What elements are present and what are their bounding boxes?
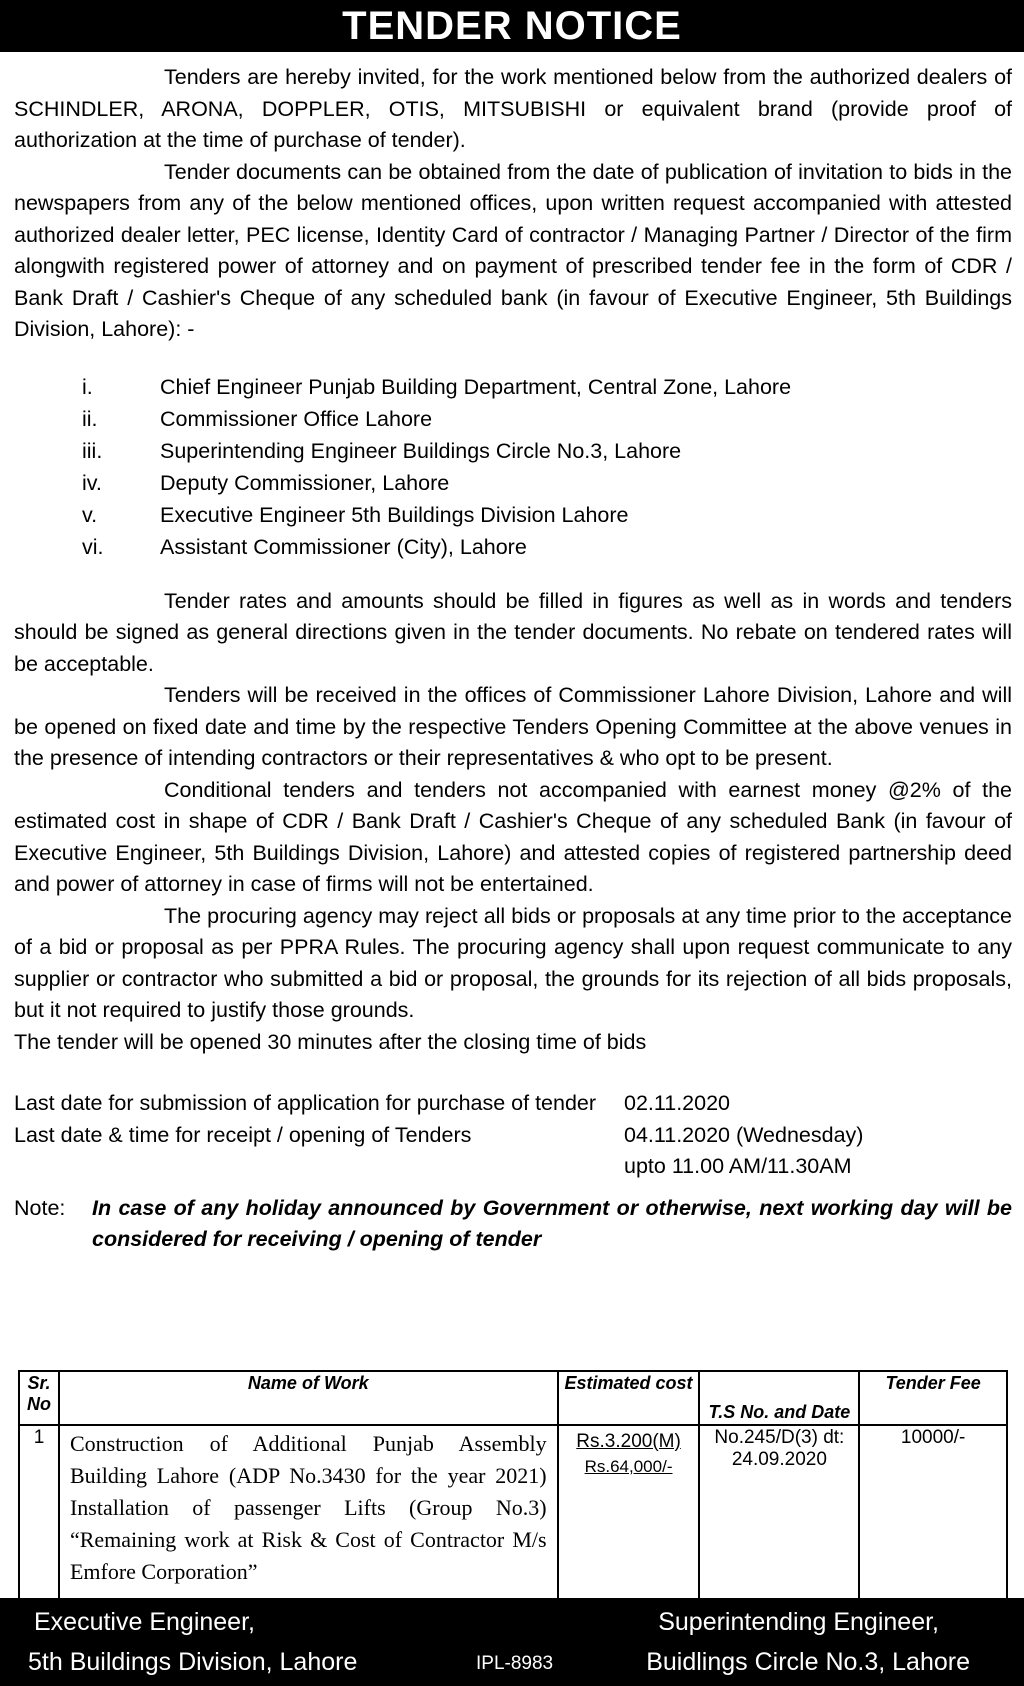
right-signatory-title: Superintending Engineer,: [658, 1608, 939, 1636]
opening-date-label: Last date & time for receipt / opening of Tenders: [14, 1122, 472, 1147]
submission-date-label: Last date for submission of application for purchase of tender: [14, 1091, 597, 1115]
cell-ts-no-date: [699, 1425, 859, 1621]
list-item-text: Executive Engineer 5th Buildings Division Lahore: [160, 502, 629, 527]
list-item-text: Assistant Commissioner (City), Lahore: [160, 534, 527, 559]
ts-date: 24.09.2020: [731, 1449, 827, 1470]
ts-no: No.245/D(3) dt:: [714, 1427, 845, 1448]
list-item-number: i.: [82, 374, 93, 399]
cell-tender-fee: 10000/-: [859, 1425, 1007, 1621]
notice-body: [14, 62, 1012, 1256]
list-item-text: Deputy Commissioner, Lahore: [160, 470, 450, 495]
header-sr-no: Sr. No: [19, 1371, 59, 1425]
header-tender-fee: Tender Fee: [859, 1371, 1007, 1425]
header-name-of-work: Name of Work: [59, 1371, 558, 1425]
note-label: Note:: [14, 1195, 66, 1220]
conditional-paragraph: Conditional tenders and tenders not accompanied with earnest money @2% of the estimated cost in shape of CDR / Bank Draft / Cashier's Cheque of any scheduled Bank (in favour of Executive Engineer, 5th Buildings Division, Lahore) and attested copies of registered partnership deed and power of attorney in case of firms will not be entertained.: [14, 777, 1012, 896]
notice-title: TENDER NOTICE: [0, 0, 1024, 52]
cell-name-of-work: Construction of Additional Punjab Assembly Building Lahore (ADP No.3430 for the year 2021) Installation of passenger Lifts (Group No.3) “Remaining work at Risk & Cost of Contractor M/s Emfore Corporation”: [59, 1425, 558, 1621]
dates-section: [14, 1088, 1012, 1183]
list-item-number: ii.: [82, 406, 98, 431]
work-table: [18, 1370, 1008, 1622]
footer: [0, 1598, 1024, 1686]
note-text: In case of any holiday announced by Government or otherwise, next working day will be considered for receiving / opening of tender: [92, 1195, 1012, 1251]
list-item: [14, 468, 1012, 500]
opening-date-row: [14, 1120, 1012, 1152]
list-item-number: iii.: [82, 438, 103, 463]
list-item: [14, 532, 1012, 564]
table-row: [19, 1425, 1007, 1621]
list-item-number: iv.: [82, 470, 102, 495]
list-item-text: Superintending Engineer Buildings Circle No.3, Lahore: [160, 438, 682, 463]
list-item: [14, 436, 1012, 468]
earnest-money-value: Rs.64,000/-: [584, 1457, 673, 1476]
submission-date-row: [14, 1088, 1012, 1120]
list-item-number: vi.: [82, 534, 104, 559]
rates-paragraph: Tender rates and amounts should be filled in figures as well as in words and tenders should be signed as general directions given in the tender documents. No rebate on tendered rates will be acceptable.: [14, 588, 1012, 676]
opening-line: The tender will be opened 30 minutes after the closing time of bids: [14, 1029, 647, 1054]
list-item-number: v.: [82, 502, 98, 527]
opening-date-value: 04.11.2020 (Wednesday): [624, 1122, 864, 1147]
left-signatory-office: 5th Buildings Division, Lahore: [28, 1648, 358, 1676]
estimated-cost-value: Rs.3.200(M): [576, 1431, 681, 1452]
list-item-text: Chief Engineer Punjab Building Department, Central Zone, Lahore: [160, 374, 792, 399]
left-signatory-title: Executive Engineer,: [34, 1608, 255, 1636]
documents-paragraph: Tender documents can be obtained from the date of publication of invitation to bids in the newspapers from any of the below mentioned offices, upon written request accompanied with attested authorized dealer letter, PEC license, Identity Card of contractor / Managing Partner / Director of the firm alongwith registered power of attorney and on payment of prescribed tender fee in the form of CDR / Bank Draft / Cashier's Cheque of any scheduled bank (in favour of Executive Engineer, 5th Buildings Division, Lahore): -: [14, 159, 1012, 341]
list-item: [14, 404, 1012, 436]
cell-sr-no: 1: [19, 1425, 59, 1621]
note: [14, 1193, 1012, 1256]
offices-list: [14, 372, 1012, 564]
list-item: [14, 372, 1012, 404]
list-item: [14, 500, 1012, 532]
table-header-row: [19, 1371, 1007, 1425]
opening-time-row: [14, 1151, 1012, 1183]
opening-time-value: upto 11.00 AM/11.30AM: [624, 1154, 852, 1178]
header-estimated-cost: Estimated cost: [558, 1371, 700, 1425]
footer-left-signatory: [28, 1602, 358, 1682]
right-signatory-office: Buidlings Circle No.3, Lahore: [646, 1648, 970, 1676]
receipt-paragraph: Tenders will be received in the offices of Commissioner Lahore Division, Lahore and will be opened on fixed date and time by the respective Tenders Opening Committee at the above venues in the presence of intending contractors or their representatives & who opt to be present.: [14, 683, 1012, 770]
submission-date-value: 02.11.2020: [624, 1091, 731, 1115]
ad-code: IPL-8983: [476, 1653, 554, 1674]
invitation-paragraph: Tenders are hereby invited, for the work mentioned below from the authorized dealers of SCHINDLER, ARONA, DOPPLER, OTIS, MITSUBISHI or equivalent brand (provide proof of authorization at the time of purchase of tender).: [14, 65, 1012, 152]
ppra-paragraph: The procuring agency may reject all bids or proposals at any time prior to the acceptance of a bid or proposal as per PPRA Rules. The procuring agency shall upon request communicate to any supplier or contractor who submitted a bid or proposal, the grounds for its rejection of all bids proposals, but it not required to justify those grounds.: [14, 903, 1012, 1022]
list-item-text: Commissioner Office Lahore: [160, 406, 433, 431]
footer-right-signatory: [646, 1602, 970, 1682]
header-ts-no-date: T.S No. and Date: [699, 1371, 859, 1425]
cell-estimated-cost: [558, 1425, 700, 1621]
